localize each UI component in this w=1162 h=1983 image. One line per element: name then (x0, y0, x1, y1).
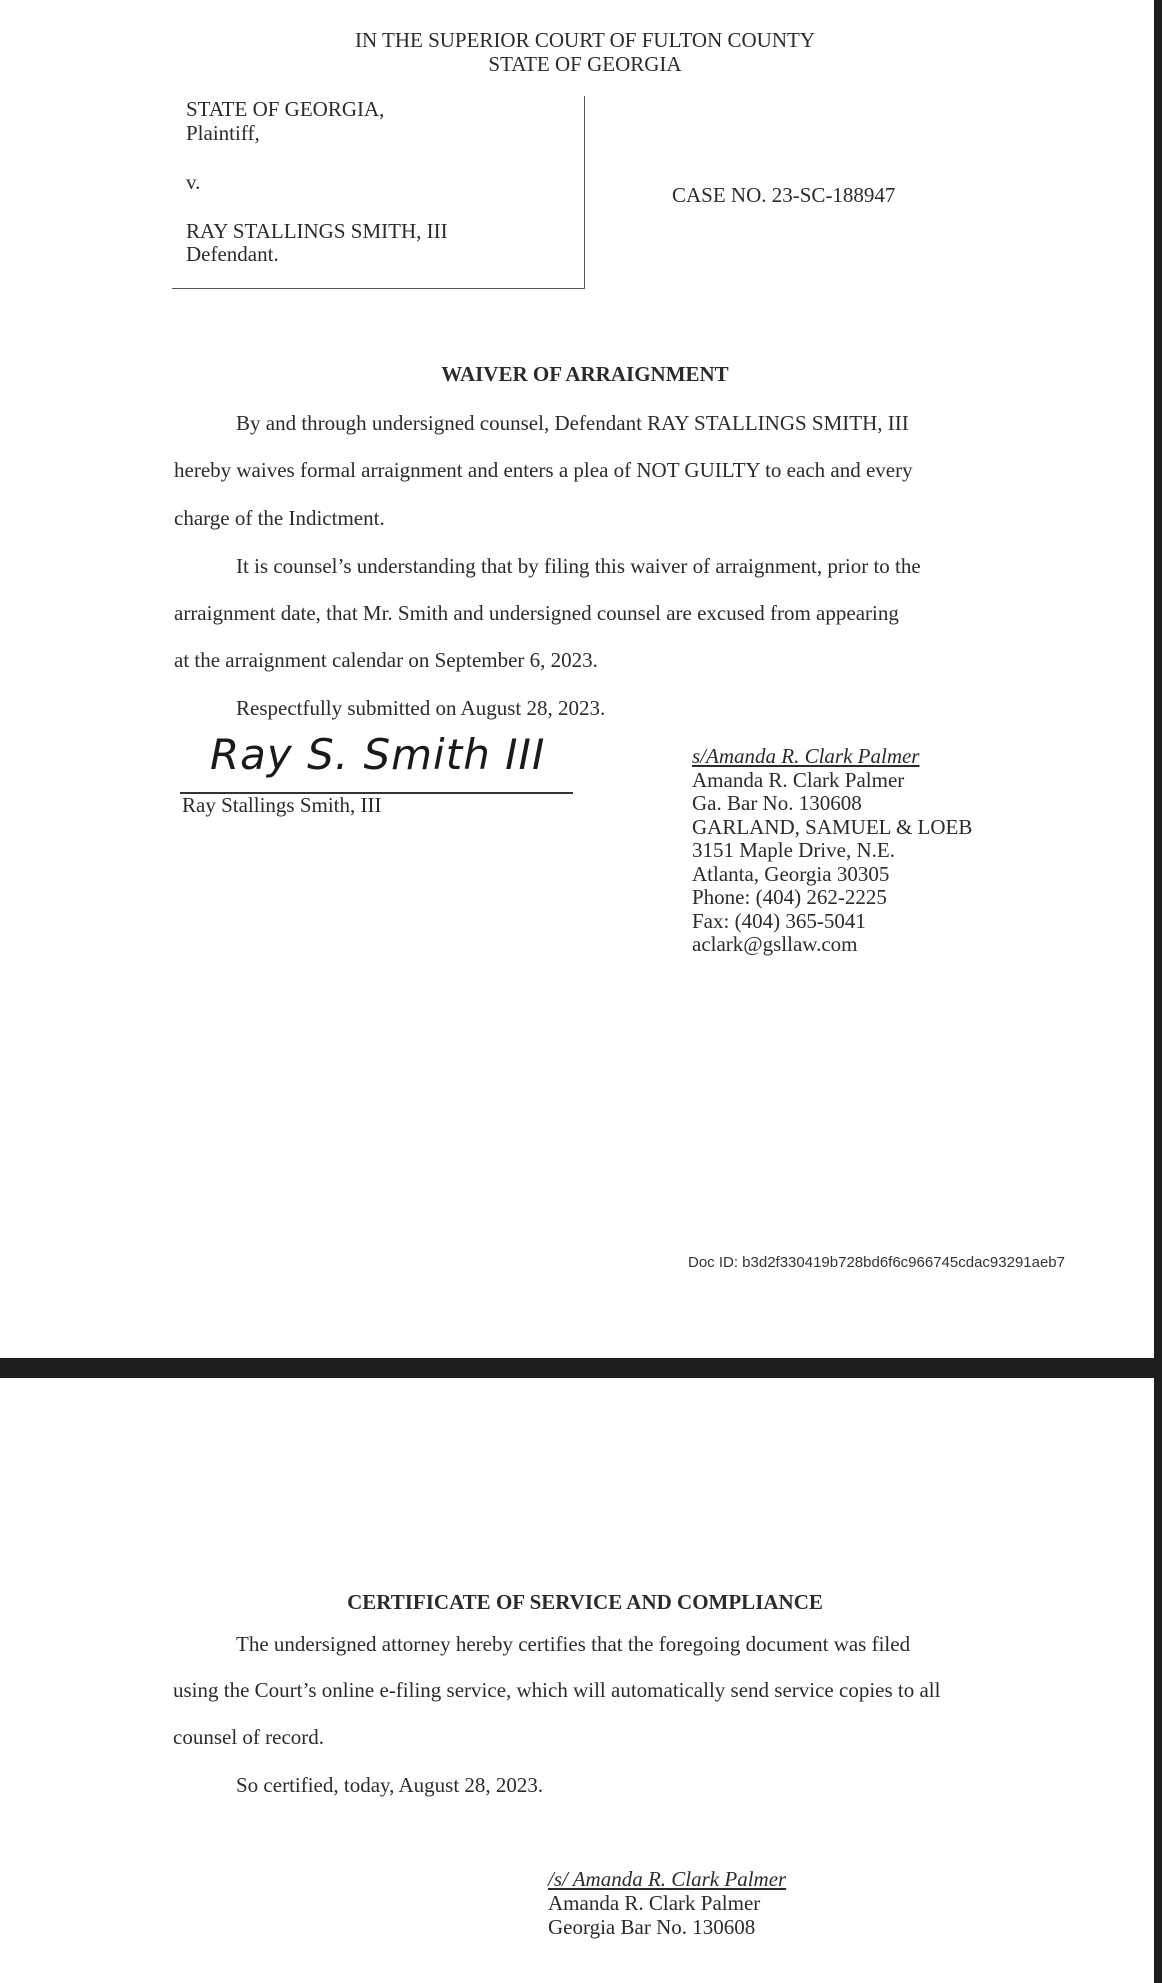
paragraph-2-line-2: arraignment date, that Mr. Smith and undersigned counsel are excused from appearing (174, 601, 899, 625)
certificate-line-1: The undersigned attorney hereby certifies that the foregoing document was filed (236, 1632, 911, 1656)
court-header-line-1: IN THE SUPERIOR COURT OF FULTON COUNTY (354, 28, 816, 52)
certificate-title: CERTIFICATE OF SERVICE AND COMPLIANCE (347, 1590, 823, 1614)
certificate-attorney-name: Amanda R. Clark Palmer (548, 1891, 761, 1915)
document-title: WAIVER OF ARRAIGNMENT (441, 362, 729, 386)
signature-text: Ray S. Smith III (210, 730, 546, 779)
firm-street: 3151 Maple Drive, N.E. (692, 838, 895, 862)
paragraph-1-line-2: hereby waives formal arraignment and enters a plea of NOT GUILTY to each and every (174, 458, 913, 482)
attorney-bar-number: Ga. Bar No. 130608 (692, 791, 862, 815)
firm-fax: Fax: (404) 365-5041 (692, 908, 866, 933)
defendant-printed-name: Ray Stallings Smith, III (182, 793, 382, 817)
law-firm: GARLAND, SAMUEL & LOEB (692, 814, 973, 839)
certificate-line-3: counsel of record. (173, 1725, 325, 1749)
plaintiff-name: STATE OF GEORGIA, (186, 97, 385, 121)
attorney-name: Amanda R. Clark Palmer (692, 767, 905, 792)
paragraph-2-line-3: at the arraignment calendar on September 6, 2023. (174, 648, 598, 672)
attorney-email: aclark@gsllaw.com (692, 932, 858, 956)
court-header-line-2: STATE OF GEORGIA (488, 52, 682, 76)
certificate-signature-block (548, 1867, 786, 1939)
attorney-signature-block (692, 745, 972, 957)
defendant-handwritten-signature (210, 730, 545, 779)
paragraph-2-line-1: It is counsel’s understanding that by filing this waiver of arraignment, prior to the (236, 554, 921, 578)
paragraph-1-line-3: charge of the Indictment. (174, 506, 385, 530)
court-header (0, 28, 1154, 76)
defendant-label: Defendant. (186, 242, 279, 266)
certified-date: So certified, today, August 28, 2023. (236, 1773, 544, 1797)
versus: v. (186, 170, 201, 194)
document-page-2 (0, 1378, 1154, 1983)
submitted-date: Respectfully submitted on August 28, 2023. (236, 696, 606, 720)
certificate-bar-number: Georgia Bar No. 130608 (548, 1915, 756, 1939)
certificate-line-2: using the Court’s online e-filing service, which will automatically send service copies to all (173, 1678, 941, 1702)
attorney-esignature: s/Amanda R. Clark Palmer (692, 744, 920, 768)
plaintiff-label: Plaintiff, (186, 121, 260, 145)
defendant-name: RAY STALLINGS SMITH, III (186, 219, 448, 243)
certificate-esignature: /s/ Amanda R. Clark Palmer (548, 1867, 787, 1891)
firm-phone: Phone: (404) 262-2225 (692, 885, 887, 909)
firm-city: Atlanta, Georgia 30305 (692, 861, 890, 886)
paragraph-1-line-1: By and through undersigned counsel, Defendant RAY STALLINGS SMITH, III (236, 411, 909, 435)
doc-id: Doc ID: b3d2f330419b728bd6f6c966745cdac93291aeb7 (688, 1254, 1065, 1271)
case-number: CASE NO. 23-SC-188947 (672, 183, 896, 207)
